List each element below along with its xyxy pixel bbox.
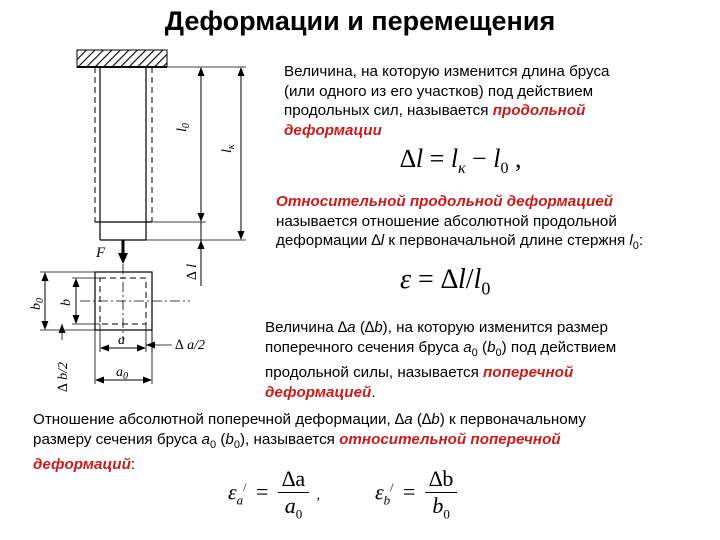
deformed-bar [100,67,146,240]
l0-label: $l_0$ [175,123,192,132]
relative-transverse-strain-definition: Отношение абсолютной поперечной деформации, ∆a (∆b) к первоначальному размеру сечения бруса $a_0$ $(b_0)$, называется относительной поперечной деформаций: [33,411,586,474]
db2-label: ∆ b/2 [56,362,71,392]
original-bar [95,67,152,222]
formula-absolute-elongation: $\Delta l = l_к - l_0$ , [400,144,522,178]
lk-label: $l_к$ [220,144,237,153]
relative-longitudinal-strain-definition: Относительной продольной деформацией называется отношение абсолютной продольной деформации ∆l к первоначальной длине стержня $l_0$: [276,193,644,253]
formula-relative-strain: $\varepsilon = \Delta l/l_0$ [400,264,491,299]
transverse-deformation-definition: Величина ∆a (∆b), на которую изменится размер поперечного сечения бруса $a_0$ $(b_0)$ под действием продольной силы, называется поперечной деформацией. [265,319,617,401]
formula-transverse-strain-a: $\varepsilon_a^/$ = $\frac{\Delta a}{a_0}$ , [228,466,321,522]
dl-label: ∆ l [185,264,200,280]
a0-label: $a_0$ [116,365,128,382]
fixed-support [77,50,167,67]
b-label: b [59,299,74,306]
da2-label: ∆ a/2 [175,338,205,353]
deformation-diagram [0,0,280,400]
b0-label: $b_0$ [29,298,46,310]
longitudinal-deformation-definition: Величина, на которую изменится длина бруса (или одного из его участков) под действием продольных сил, называется продольной деформации [284,63,610,139]
force-label: F [96,245,106,261]
formula-transverse-strain-b: $\varepsilon_b^/$ = $\frac{\Delta b}{b_0}$ [375,466,457,522]
a-label: a [118,333,125,348]
page-title: Деформации и перемещения [164,6,556,36]
